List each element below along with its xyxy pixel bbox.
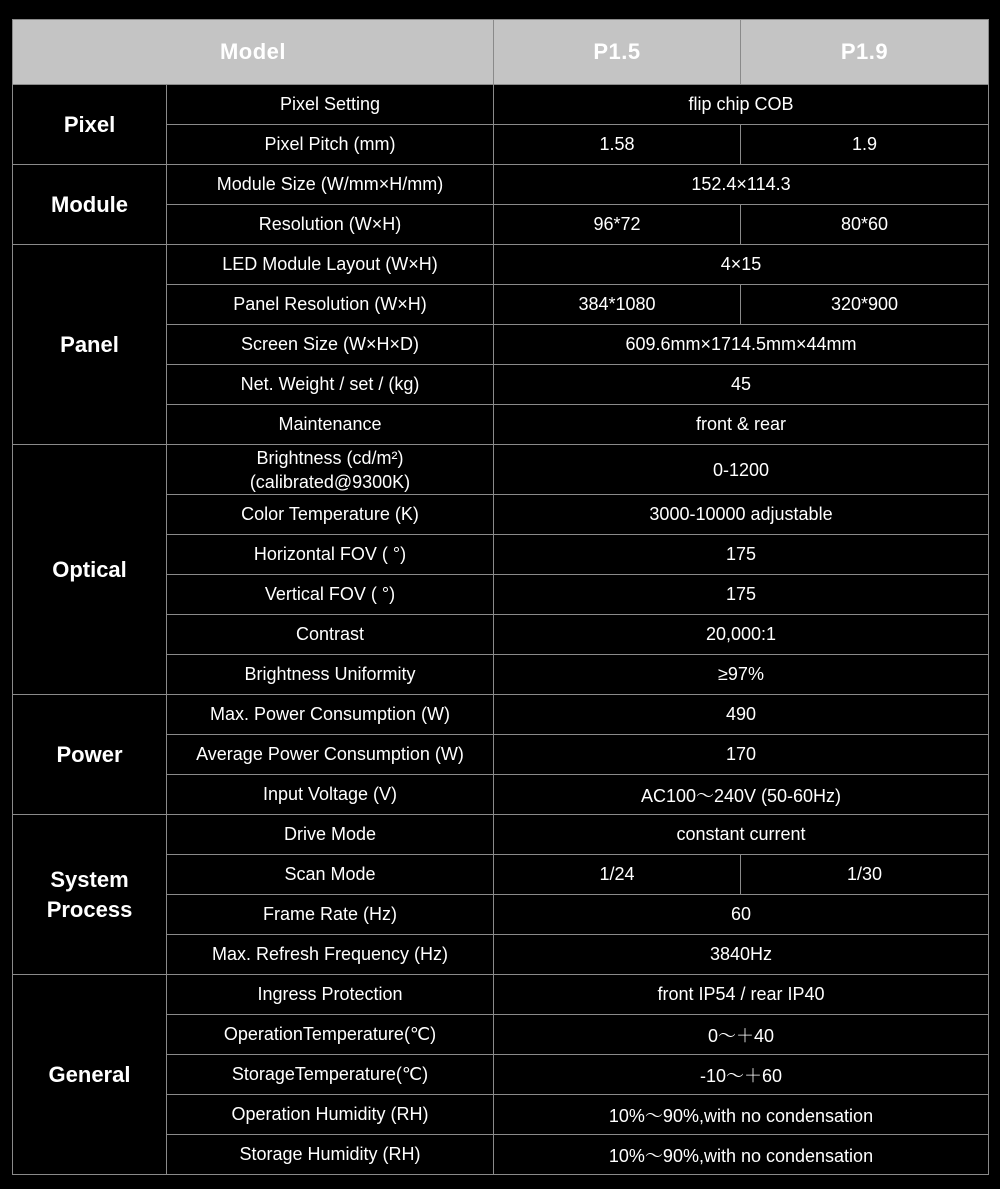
row-value: 10%～90%,with no condensation [494,1095,989,1135]
row-label: Drive Mode [167,815,494,855]
group-pixel: Pixel [13,85,167,165]
row-value: 490 [494,695,989,735]
row-value: 152.4×114.3 [494,165,989,205]
row-label: Average Power Consumption (W) [167,735,494,775]
row-value: 170 [494,735,989,775]
row-value: 175 [494,535,989,575]
row-label: Operation Humidity (RH) [167,1095,494,1135]
row-value: flip chip COB [494,85,989,125]
row-value: 0～＋40 [494,1015,989,1055]
row-value: 609.6mm×1714.5mm×44mm [494,325,989,365]
row-label: Max. Power Consumption (W) [167,695,494,735]
group-optical: Optical [13,445,167,695]
header-p19: P1.9 [741,20,989,85]
table-row [13,695,989,735]
row-label: Frame Rate (Hz) [167,895,494,935]
row-value-p15: 96*72 [494,205,741,245]
row-value: AC100～240V (50-60Hz) [494,775,989,815]
row-value: 20,000:1 [494,615,989,655]
row-label: Brightness Uniformity [167,655,494,695]
row-label: Contrast [167,615,494,655]
row-value-p15: 1.58 [494,125,741,165]
row-value: 4×15 [494,245,989,285]
header-row [13,20,989,85]
row-value: constant current [494,815,989,855]
row-label: Input Voltage (V) [167,775,494,815]
row-value: front IP54 / rear IP40 [494,975,989,1015]
group-module: Module [13,165,167,245]
row-value: front & rear [494,405,989,445]
row-label: StorageTemperature(℃) [167,1055,494,1095]
row-label: Screen Size (W×H×D) [167,325,494,365]
row-label: Panel Resolution (W×H) [167,285,494,325]
group-panel: Panel [13,245,167,445]
row-value-p19: 1.9 [741,125,989,165]
row-value: -10～＋60 [494,1055,989,1095]
row-label: Storage Humidity (RH) [167,1135,494,1175]
row-value-p19: 80*60 [741,205,989,245]
row-value-p19: 1/30 [741,855,989,895]
table-row [13,165,989,205]
row-label: Net. Weight / set / (kg) [167,365,494,405]
table-row [13,815,989,855]
row-label: LED Module Layout (W×H) [167,245,494,285]
spec-table [12,19,989,1175]
table-row [13,445,989,495]
row-label: Pixel Pitch (mm) [167,125,494,165]
row-value: 175 [494,575,989,615]
row-value: 60 [494,895,989,935]
row-value-p15: 1/24 [494,855,741,895]
row-value: 3000-10000 adjustable [494,495,989,535]
row-label: OperationTemperature(℃) [167,1015,494,1055]
row-value-p19: 320*900 [741,285,989,325]
header-model: Model [13,20,494,85]
row-value: 10%～90%,with no condensation [494,1135,989,1175]
row-value: 45 [494,365,989,405]
row-label: Resolution (W×H) [167,205,494,245]
row-value: 3840Hz [494,935,989,975]
row-value: ≥97% [494,655,989,695]
group-general: General [13,975,167,1175]
row-label: Module Size (W/mm×H/mm) [167,165,494,205]
table-row [13,85,989,125]
header-p15: P1.5 [494,20,741,85]
row-label: Scan Mode [167,855,494,895]
row-value-p15: 384*1080 [494,285,741,325]
row-label: Pixel Setting [167,85,494,125]
row-label: Horizontal FOV ( °) [167,535,494,575]
row-label: Maintenance [167,405,494,445]
row-label: Max. Refresh Frequency (Hz) [167,935,494,975]
row-value: 0-1200 [494,445,989,495]
row-label: Color Temperature (K) [167,495,494,535]
table-row [13,245,989,285]
table-row [13,975,989,1015]
row-label: Brightness (cd/m²) (calibrated@9300K) [167,445,494,495]
group-system-process: System Process [13,815,167,975]
group-power: Power [13,695,167,815]
row-label: Ingress Protection [167,975,494,1015]
row-label: Vertical FOV ( °) [167,575,494,615]
